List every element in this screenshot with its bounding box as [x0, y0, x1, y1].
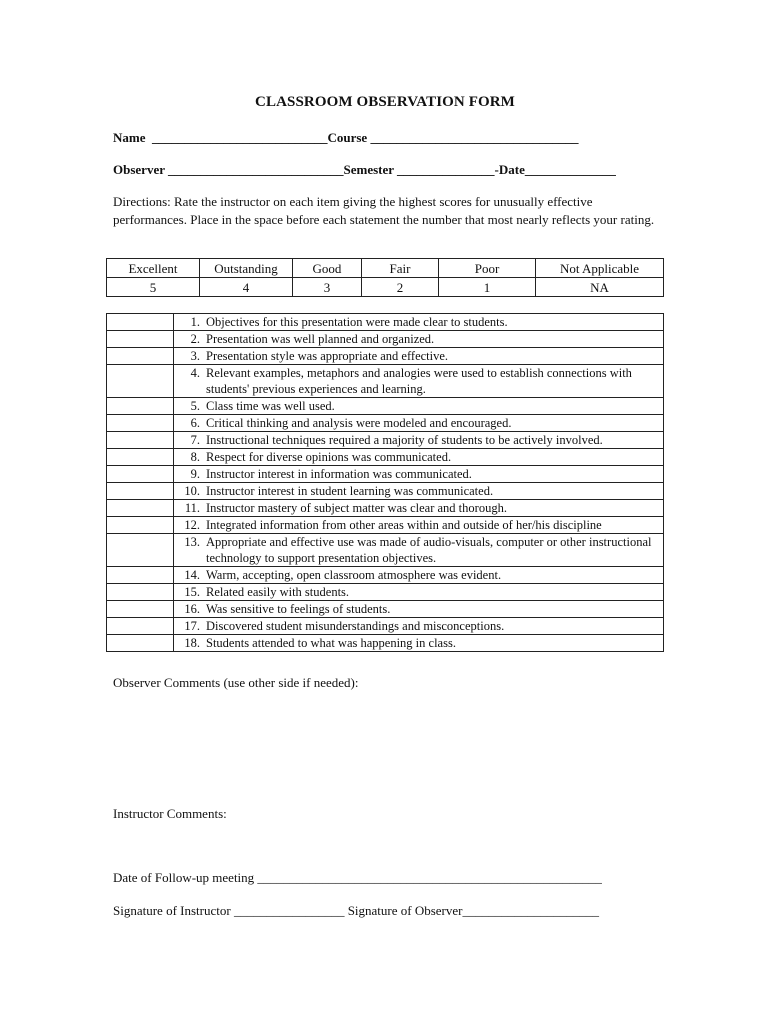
rating-input-cell[interactable]	[107, 365, 174, 398]
item-number: 7.	[190, 433, 200, 447]
rating-input-cell[interactable]	[107, 534, 174, 567]
scale-value: 3	[293, 278, 362, 297]
item-statement-cell	[174, 601, 664, 618]
item-text: Was sensitive to feelings of students.	[206, 602, 391, 616]
item-text: Related easily with students.	[206, 585, 350, 599]
table-row	[107, 365, 664, 398]
signature-fields[interactable]: Signature of Instructor _________________ Signature of Observer_____________________	[113, 903, 599, 918]
item-text: Warm, accepting, open classroom atmosphere was evident.	[206, 568, 502, 582]
item-number: 6.	[190, 416, 200, 430]
item-statement-cell	[174, 432, 664, 449]
scale-label: Good	[293, 259, 362, 278]
item-statement-cell	[174, 314, 664, 331]
item-text: Presentation style was appropriate and effective.	[206, 349, 449, 363]
item-text: Class time was well used.	[206, 399, 335, 413]
table-row	[107, 517, 664, 534]
scale-label: Outstanding	[200, 259, 293, 278]
table-row	[107, 466, 664, 483]
table-row	[107, 314, 664, 331]
table-row	[107, 398, 664, 415]
table-row	[107, 331, 664, 348]
item-statement-cell	[174, 331, 664, 348]
item-number: 17.	[184, 619, 200, 633]
item-number: 2.	[190, 332, 200, 346]
rating-input-cell[interactable]	[107, 331, 174, 348]
rating-input-cell[interactable]	[107, 432, 174, 449]
instructor-comments-label: Instructor Comments:	[113, 806, 227, 821]
rating-input-cell[interactable]	[107, 466, 174, 483]
rating-input-cell[interactable]	[107, 584, 174, 601]
item-text: Respect for diverse opinions was communicated.	[206, 450, 452, 464]
rating-input-cell[interactable]	[107, 415, 174, 432]
item-statement-cell	[174, 415, 664, 432]
item-number: 5.	[190, 399, 200, 413]
item-text: Relevant examples, metaphors and analogies were used to establish connections with students' previous experiences and learning.	[206, 366, 632, 396]
item-text: Integrated information from other areas within and outside of her/his discipline	[206, 518, 602, 532]
rating-input-cell[interactable]	[107, 483, 174, 500]
rating-input-cell[interactable]	[107, 348, 174, 365]
rating-input-cell[interactable]	[107, 398, 174, 415]
rating-input-cell[interactable]	[107, 314, 174, 331]
item-statement-cell	[174, 483, 664, 500]
form-title: CLASSROOM OBSERVATION FORM	[255, 94, 515, 110]
table-row	[107, 500, 664, 517]
item-text: Discovered student misunderstandings and misconceptions.	[206, 619, 505, 633]
item-number: 15.	[184, 585, 200, 599]
item-number: 11.	[184, 501, 200, 515]
item-text: Critical thinking and analysis were modeled and encouraged.	[206, 416, 512, 430]
item-text: Presentation was well planned and organized.	[206, 332, 435, 346]
item-statement-cell	[174, 584, 664, 601]
scale-label: Not Applicable	[536, 259, 664, 278]
item-number: 1.	[190, 315, 200, 329]
followup-date-field[interactable]: Date of Follow-up meeting _____________________________________________________	[113, 870, 602, 885]
rating-items-table	[106, 313, 664, 652]
item-statement-cell	[174, 348, 664, 365]
item-text: Objectives for this presentation were made clear to students.	[206, 315, 508, 329]
item-statement-cell	[174, 618, 664, 635]
item-number: 14.	[184, 568, 200, 582]
item-text: Instructor mastery of subject matter was clear and thorough.	[206, 501, 507, 515]
scale-label: Fair	[362, 259, 439, 278]
table-row	[107, 449, 664, 466]
table-row	[107, 483, 664, 500]
scale-value: 2	[362, 278, 439, 297]
item-number: 10.	[184, 484, 200, 498]
item-number: 18.	[184, 636, 200, 650]
scale-value: 4	[200, 278, 293, 297]
observer-comments-label: Observer Comments (use other side if needed):	[113, 675, 359, 690]
rating-input-cell[interactable]	[107, 567, 174, 584]
table-row	[107, 432, 664, 449]
item-statement-cell	[174, 534, 664, 567]
scale-value-row	[107, 278, 664, 297]
item-statement-cell	[174, 398, 664, 415]
table-row	[107, 601, 664, 618]
item-text: Instructor interest in information was communicated.	[206, 467, 472, 481]
rating-input-cell[interactable]	[107, 517, 174, 534]
item-number: 9.	[190, 467, 200, 481]
item-text: Instructional techniques required a majority of students to be actively involved.	[206, 433, 603, 447]
item-text: Instructor interest in student learning was communicated.	[206, 484, 494, 498]
item-statement-cell	[174, 567, 664, 584]
table-row	[107, 635, 664, 652]
item-number: 16.	[184, 602, 200, 616]
name-course-field[interactable]: Name ___________________________Course ________________________________	[113, 130, 579, 145]
item-statement-cell	[174, 449, 664, 466]
directions-text: Directions: Rate the instructor on each item giving the highest scores for unusually effective performances. Place in the space before each statement the number that most nearly reflects your rating.	[113, 194, 655, 227]
scale-label-row	[107, 259, 664, 278]
item-statement-cell	[174, 500, 664, 517]
rating-input-cell[interactable]	[107, 618, 174, 635]
observer-semester-date-field[interactable]: Observer ___________________________Semester _______________-Date______________	[113, 162, 616, 177]
scale-label: Poor	[439, 259, 536, 278]
item-statement-cell	[174, 466, 664, 483]
item-statement-cell	[174, 517, 664, 534]
item-text: Students attended to what was happening in class.	[206, 636, 456, 650]
scale-value: NA	[536, 278, 664, 297]
table-row	[107, 584, 664, 601]
item-number: 13.	[184, 535, 200, 549]
item-statement-cell	[174, 365, 664, 398]
scale-label: Excellent	[107, 259, 200, 278]
item-statement-cell	[174, 635, 664, 652]
rating-input-cell[interactable]	[107, 449, 174, 466]
table-row	[107, 618, 664, 635]
item-number: 8.	[190, 450, 200, 464]
scale-value: 5	[107, 278, 200, 297]
item-number: 12.	[184, 518, 200, 532]
table-row	[107, 534, 664, 567]
rating-scale-table	[106, 258, 664, 297]
table-row	[107, 348, 664, 365]
item-number: 4.	[190, 366, 200, 380]
scale-value: 1	[439, 278, 536, 297]
item-text: Appropriate and effective use was made of audio-visuals, computer or other instructional technology to support presentation objectives.	[206, 535, 652, 565]
table-row	[107, 567, 664, 584]
rating-input-cell[interactable]	[107, 601, 174, 618]
table-row	[107, 415, 664, 432]
rating-input-cell[interactable]	[107, 635, 174, 652]
item-number: 3.	[190, 349, 200, 363]
rating-input-cell[interactable]	[107, 500, 174, 517]
